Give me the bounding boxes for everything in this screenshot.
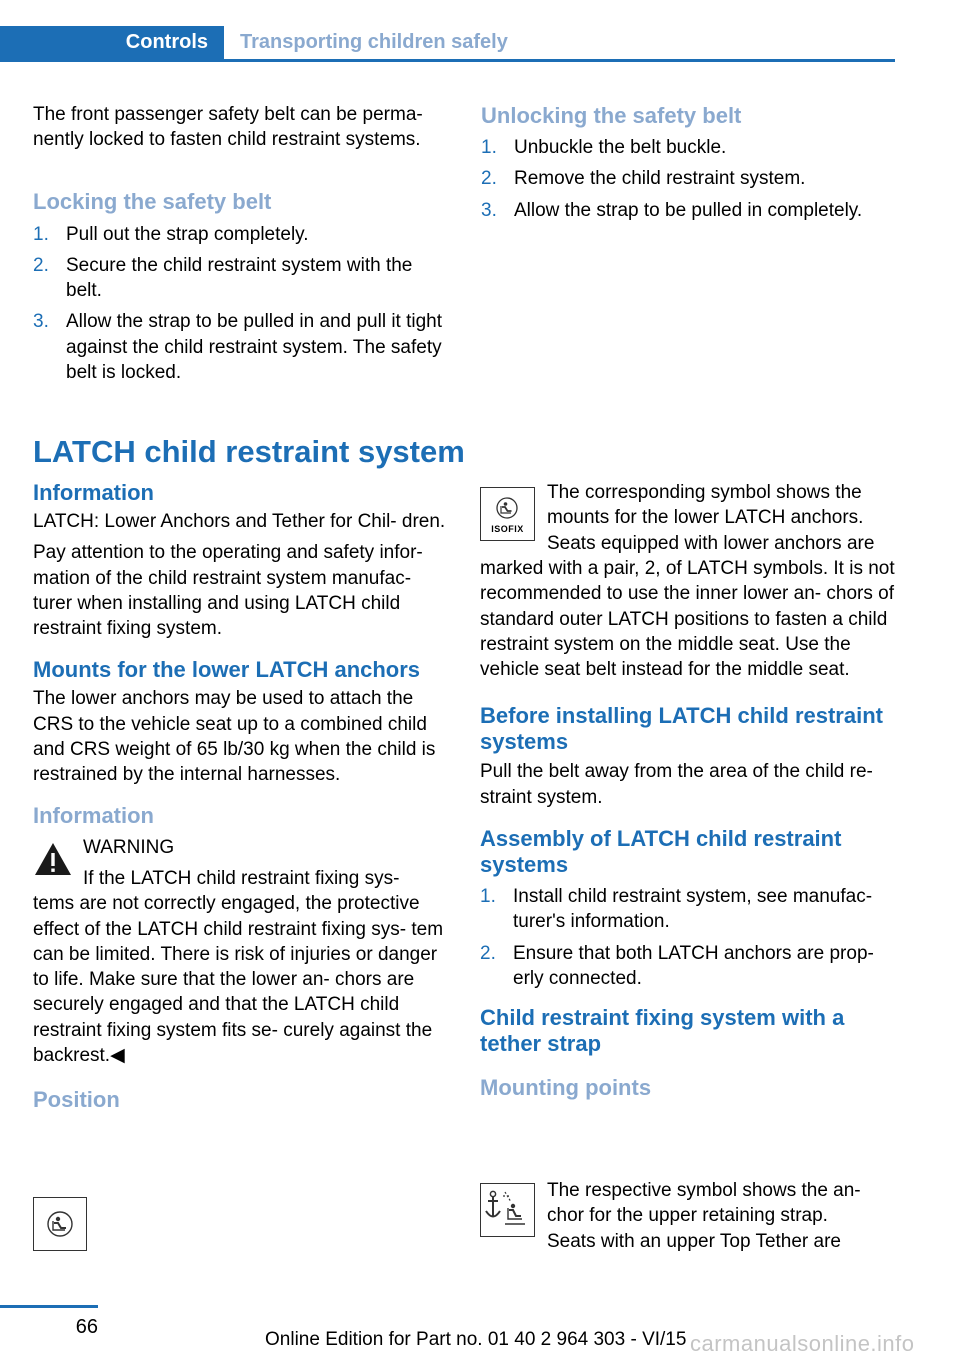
child-seat-icon [33,1197,87,1251]
intro-paragraph: The front passenger safety belt can be perma‐ nently locked to fasten child restraint systems. [33,104,423,151]
information-heading: Information [33,480,154,505]
list-item: 2. Secure the child restraint system with the belt. [33,254,413,302]
right-column-top [481,102,896,229]
tether-heading: Child restraint fixing system with a tether strap [480,1005,845,1057]
mounting-text [547,1178,897,1254]
edition-text: Online Edition for Part no. 01 40 2 964 303 - VI/15 [265,1329,687,1350]
left-column-top [33,102,448,391]
info-paragraph-1: LATCH: Lower Anchors and Tether for Chil‐ dren. [33,511,446,532]
list-item: 1. Pull out the strap completely. [33,223,309,245]
before-installing-paragraph: Pull the belt away from the area of the child re‐ straint system. [480,761,873,808]
list-item: 1. Install child restraint system, see manufac‐ turer's information. [480,886,873,933]
symbol-paragraph: marked with a pair, 2, of LATCH symbols. It is not recommended to use the inner lower an‐ chors of standard outer LATCH positions to fasten a child restraint system on the middle seat. Use the vehicle seat belt instead for the middle seat. [480,558,895,681]
list-item: 2. Remove the child restraint system. [481,168,806,190]
warning-icon [33,841,73,877]
footer-rule [0,1305,98,1308]
position-heading: Position [33,1087,120,1113]
isofix-label: ISOFIX [491,524,524,534]
mounts-paragraph: The lower anchors may be used to attach the CRS to the vehicle seat up to a combined child and CRS weight of 65 lb/30 kg when the child is restrained by the internal harnesses. [33,688,436,786]
header-rule [224,59,895,62]
assembly-steps [480,884,896,991]
symbol-line-1: The corresponding symbol shows the [547,482,862,503]
warning-text: tems are not correctly engaged, the protective effect of the LATCH child restraint fixing sys‐ tem can be limited. There is risk of injuries or danger to life. Make sure that the lower an‐ chors are securely engaged and that the LATCH child restraint fixing system fits se‐ curely against the backrest.◀ [33,893,444,1067]
symbol-line-3: Seats equipped with lower anchors are [547,532,875,554]
symbol-text-top [547,480,897,556]
mounts-heading: Mounts for the lower LATCH anchors [33,657,421,683]
symbol-line-2: mounts for the lower LATCH anchors. [547,507,864,529]
information-heading-2: Information [33,802,154,828]
section-tab[interactable]: Controls [0,26,224,62]
watermark: carmanualsonline.info [690,1331,915,1356]
locking-steps [33,222,448,386]
list-item: 3. Allow the strap to be pulled in and pull it tight against the child restraint system. The safety belt is locked. [33,311,443,384]
left-column-bottom [33,480,448,1114]
mounting-points-heading: Mounting points [480,1075,652,1101]
top-tether-icon [480,1183,535,1237]
unlocking-heading: Unlocking the safety belt [481,103,742,128]
list-item: 1. Unbuckle the belt buckle. [481,137,727,158]
isofix-icon [480,487,535,541]
mounting-line-1: The respective symbol shows the an‐ [547,1180,861,1201]
list-item: 3. Allow the strap to be pulled in completely. [481,199,863,221]
mounting-line-2: chor for the upper retaining strap. [547,1205,828,1227]
warning-title: WARNING [83,836,175,858]
right-column-bottom [480,556,896,1102]
locking-heading: Locking the safety belt [33,188,272,214]
info-paragraph-2: Pay attention to the operating and safety infor‐ mation of the child restraint system manufac‐ turer when installing and using LATCH child restraint fixing system. [33,542,423,640]
list-item: 2. Ensure that both LATCH anchors are prop‐ erly connected. [480,942,874,989]
assembly-heading: Assembly of LATCH child restraint systems [480,826,842,878]
unlocking-steps [481,135,896,223]
chapter-title[interactable]: Transporting children safely [240,31,508,53]
section-heading-latch: LATCH child restraint system [33,434,465,469]
warning-text-first-line: If the LATCH child restraint fixing sys‐ [83,867,400,889]
mounting-line-3: Seats with an upper Top Tether are [547,1230,841,1252]
page-header [0,26,895,62]
page-number: 66 [75,1316,98,1338]
before-installing-heading: Before installing LATCH child restraint systems [480,703,883,755]
warning-block [33,835,448,892]
